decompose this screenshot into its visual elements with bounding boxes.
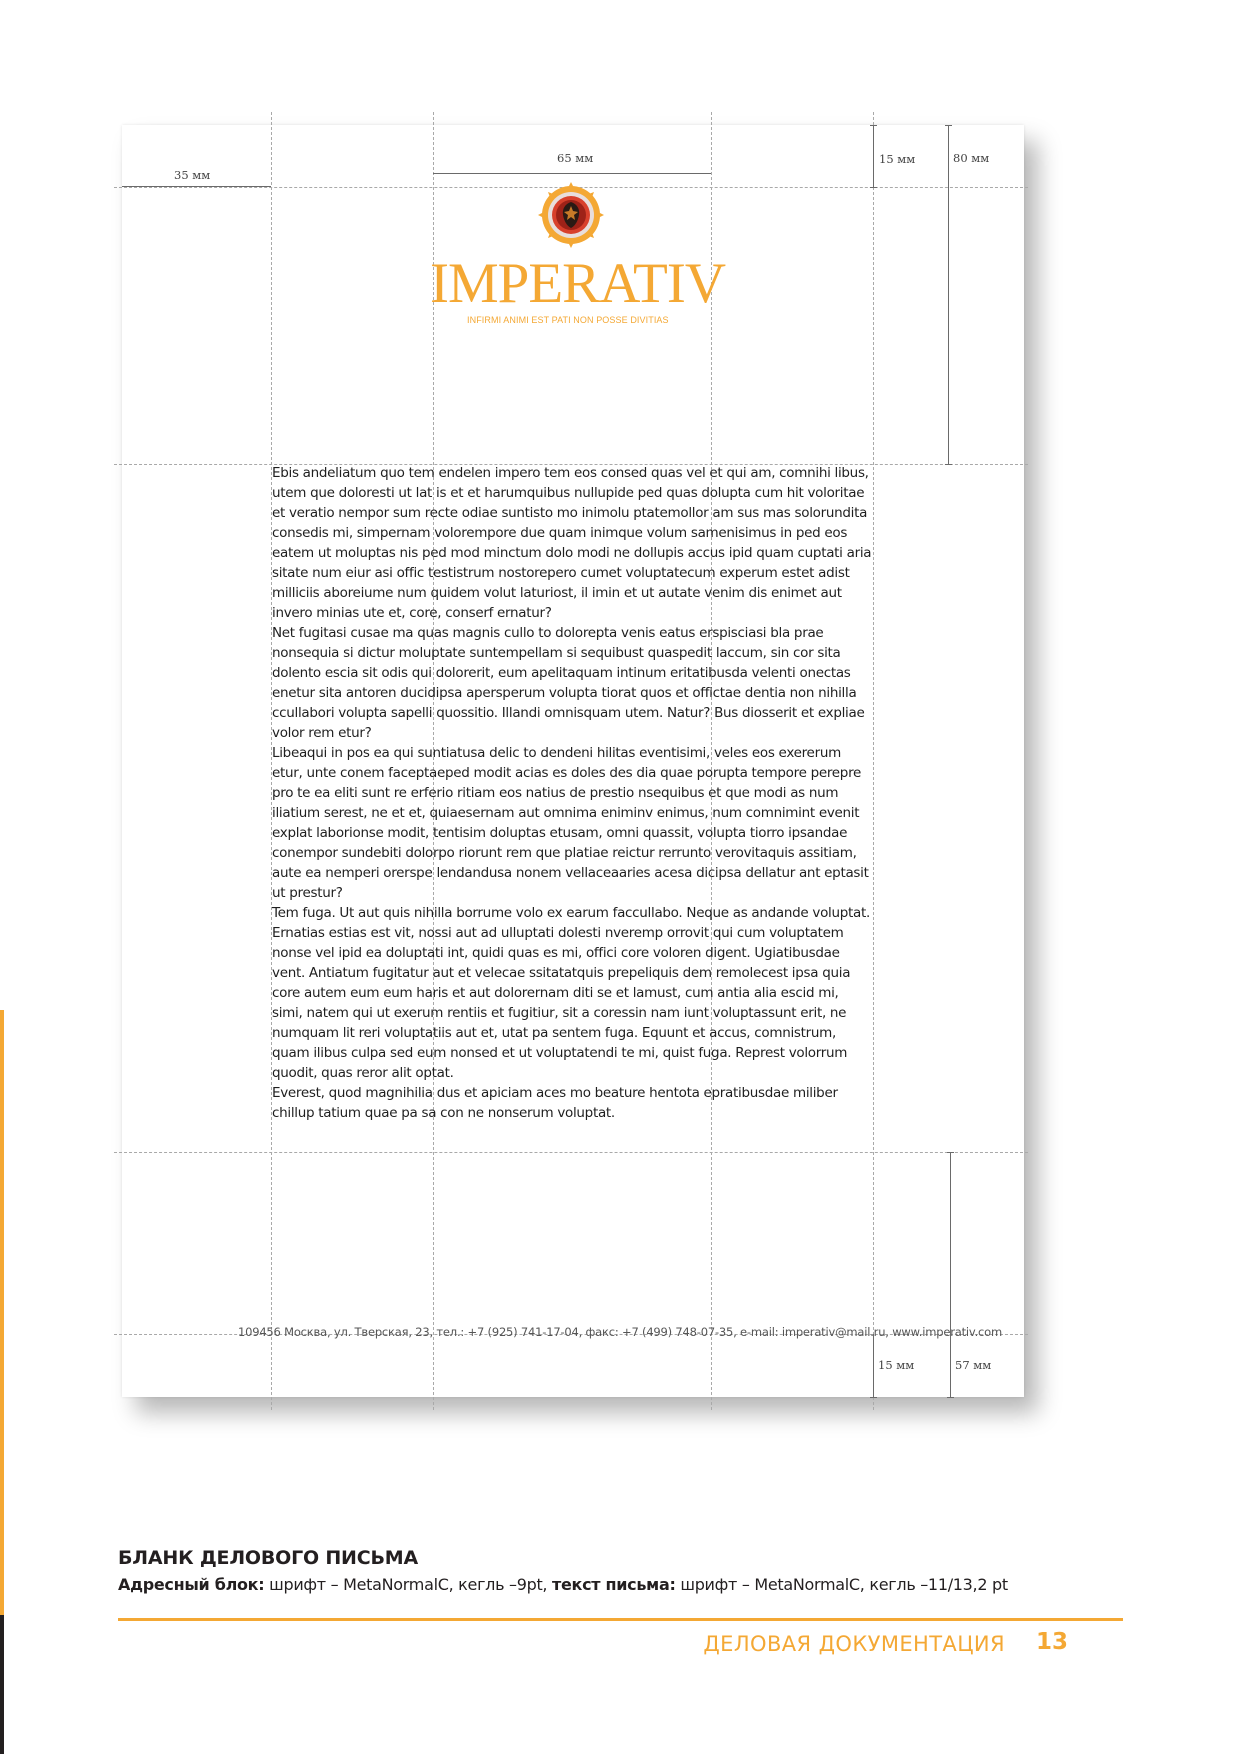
caption-text-label: текст письма: — [552, 1575, 676, 1594]
dimension-tick — [870, 1397, 877, 1398]
edge-accent-bar — [0, 1010, 4, 1615]
dimension-label-bottom-small: 15 мм — [878, 1358, 915, 1372]
dimension-line-left-margin — [122, 186, 271, 187]
caption-text-spec: шрифт – MetaNormalC, кегль –11/13,2 pt — [675, 1575, 1008, 1594]
dimension-tick — [870, 125, 877, 126]
dimension-tick — [870, 187, 877, 188]
letter-body — [272, 463, 872, 1123]
dimension-tick — [945, 125, 952, 126]
dimension-label-logo-width: 65 мм — [557, 151, 594, 165]
letter-paragraph: Ernatias estias est vit, nossi aut ad ulluptati dolesti nveremp orrovit qui cum voluptatem nonse vel ipid ea doluptati int, quidi quas es mi, offici core voloren digent. Ugiatibusdae vent. Antiatum fugitatur aut et velecae ssitatatquis prepeliquis dem remolecest ipsa quia core autem eum eum haris et aut dolorernam diti se et lamust, cum antia alia escid mi, simi, natem qui ut exerum rentiis et fugitiur, sit a coressin nam iunt voluptassunt erit, ne numquam lit reri voluptatiis aut et, utat pa sentem fuga. Equunt et accus, comnistrum, quam ilibus culpa sed eum nonsed et ut voluptatendi te mi, quist fuga. Represt volorrum quodit, quas reror alit optat. — [272, 925, 851, 1081]
dimension-line-bottom-large — [950, 1152, 951, 1397]
caption-title: БЛАНК ДЕЛОВОГО ПИСЬМА — [118, 1547, 418, 1569]
caption-specs — [118, 1575, 1008, 1594]
dimension-line-top-small — [873, 125, 874, 187]
letter-paragraph: Net fugitasi cusae ma quas magnis cullo to dolorepta venis eatus erspisciasi bla prae nonsequia si dictur moluptate suntempellam si sequibust quaspedit laccum, sin cor sita dolento escia sit odis qui dolorerit, eum apelitaquam intinum eritatibusda velenti onectas enetur sita antoren ducidipsa apersperum volupta tiorat quos et offictae dentia non nihilla ccullabori volupta sapelli quossitio. Illandi omnisquam utem. Natur? Bus diosserit et expliae volor rem etur? — [272, 625, 865, 741]
guide-right-margin — [873, 112, 874, 1410]
footer-rule — [118, 1618, 1123, 1621]
letter-paragraph: Libeaqui in pos ea qui suntiatusa delic to dendeni hilitas eventisimi, veles eos exererum etur, unte conem faceptaeped modit acias es doles des dia quae porupta tempore perepre pro te ea eliti sunt re erferio ritiam eos natius de prestio nsequibus et que modi as num iliatium serest, ne et et, quiaesernam aut omnima eniminv enimus, num comnimint evenit explat laborionse modit, tentisim doluptas etusam, omni quassit, volupta tiorro ipsandae conempor sundebiti dolorpo riorunt rem que platiae reictur rerrunto verovitaquis assitiam, aute ea nemperi orerspe lendandusa nonem vellaceaaries acesa dicipsa dellatur ant eptasit ut prestur? — [272, 745, 869, 901]
footer-section-title: ДЕЛОВАЯ ДОКУМЕНТАЦИЯ — [703, 1632, 1005, 1656]
dimension-line-top-large — [948, 125, 949, 464]
letter-paragraph: Everest, quod magnihilia dus et apiciam aces mo beature hentota epratibusdae miliber chillup tatium quae pa sa con ne nonserum voluptat. — [272, 1085, 838, 1121]
guide-text-bottom — [114, 1152, 1028, 1153]
brand-motto: INFIRMI ANIMI EST PATI NON POSSE DIVITIAS — [467, 315, 669, 325]
dimension-line-bottom-small — [873, 1334, 874, 1397]
edge-dark-bar — [0, 1615, 4, 1754]
caption-address-spec: шрифт – MetaNormalC, кегль –9pt, — [264, 1575, 552, 1594]
dimension-label-left-margin: 35 мм — [174, 168, 211, 182]
dimension-line-logo-width — [433, 173, 711, 174]
caption-address-label: Адресный блок: — [118, 1575, 265, 1594]
brand-name: IMPERATIV — [430, 252, 726, 315]
crest-emblem-icon — [536, 180, 606, 250]
dimension-tick — [947, 1397, 954, 1398]
dimension-tick — [945, 464, 952, 465]
letter-paragraph: Tem fuga. Ut aut quis nihilla borrume volo ex earum faccullabo. Neque as andande voluptat. — [272, 905, 870, 921]
dimension-label-top-small: 15 мм — [879, 152, 916, 166]
address-block: 109456 Москва, ул. Тверская, 23, тел.: +7 (925) 741-17-04, факс: +7 (499) 748-07-35, e-mail: imperativ@mail.ru, www.imperativ.com — [237, 1325, 1003, 1339]
dimension-tick — [947, 1152, 954, 1153]
dimension-label-bottom-large: 57 мм — [955, 1358, 992, 1372]
dimension-label-top-large: 80 мм — [953, 151, 990, 165]
page-number: 13 — [1036, 1629, 1069, 1655]
letter-paragraph: Ebis andeliatum quo tem endelen impero tem eos consed quas vel et qui am, comnihi libus, utem que doloresti ut lat is et et harumquibus nullupide ped quas dolupta cum hit voloritae et veratio nempor sum recte odiae suntisto mo inimolu ptatemollor am sus mas solorundita consedis mi, simpernam volorempore due quam inimque volum samenisimus in ped eos eatem ut moluptas nis ped mod minctum dolo modi ne dollupis accus ipid quam cuptati aria sitate num eiur asi offic testistrum nostorepero cumet voluptatecum experum estet adist milliciis aboreiume num quidem volut laturiost, il imin et ut autate venim dis enimet aut invero minias ute et, core, conserf ernatur? — [272, 465, 872, 621]
